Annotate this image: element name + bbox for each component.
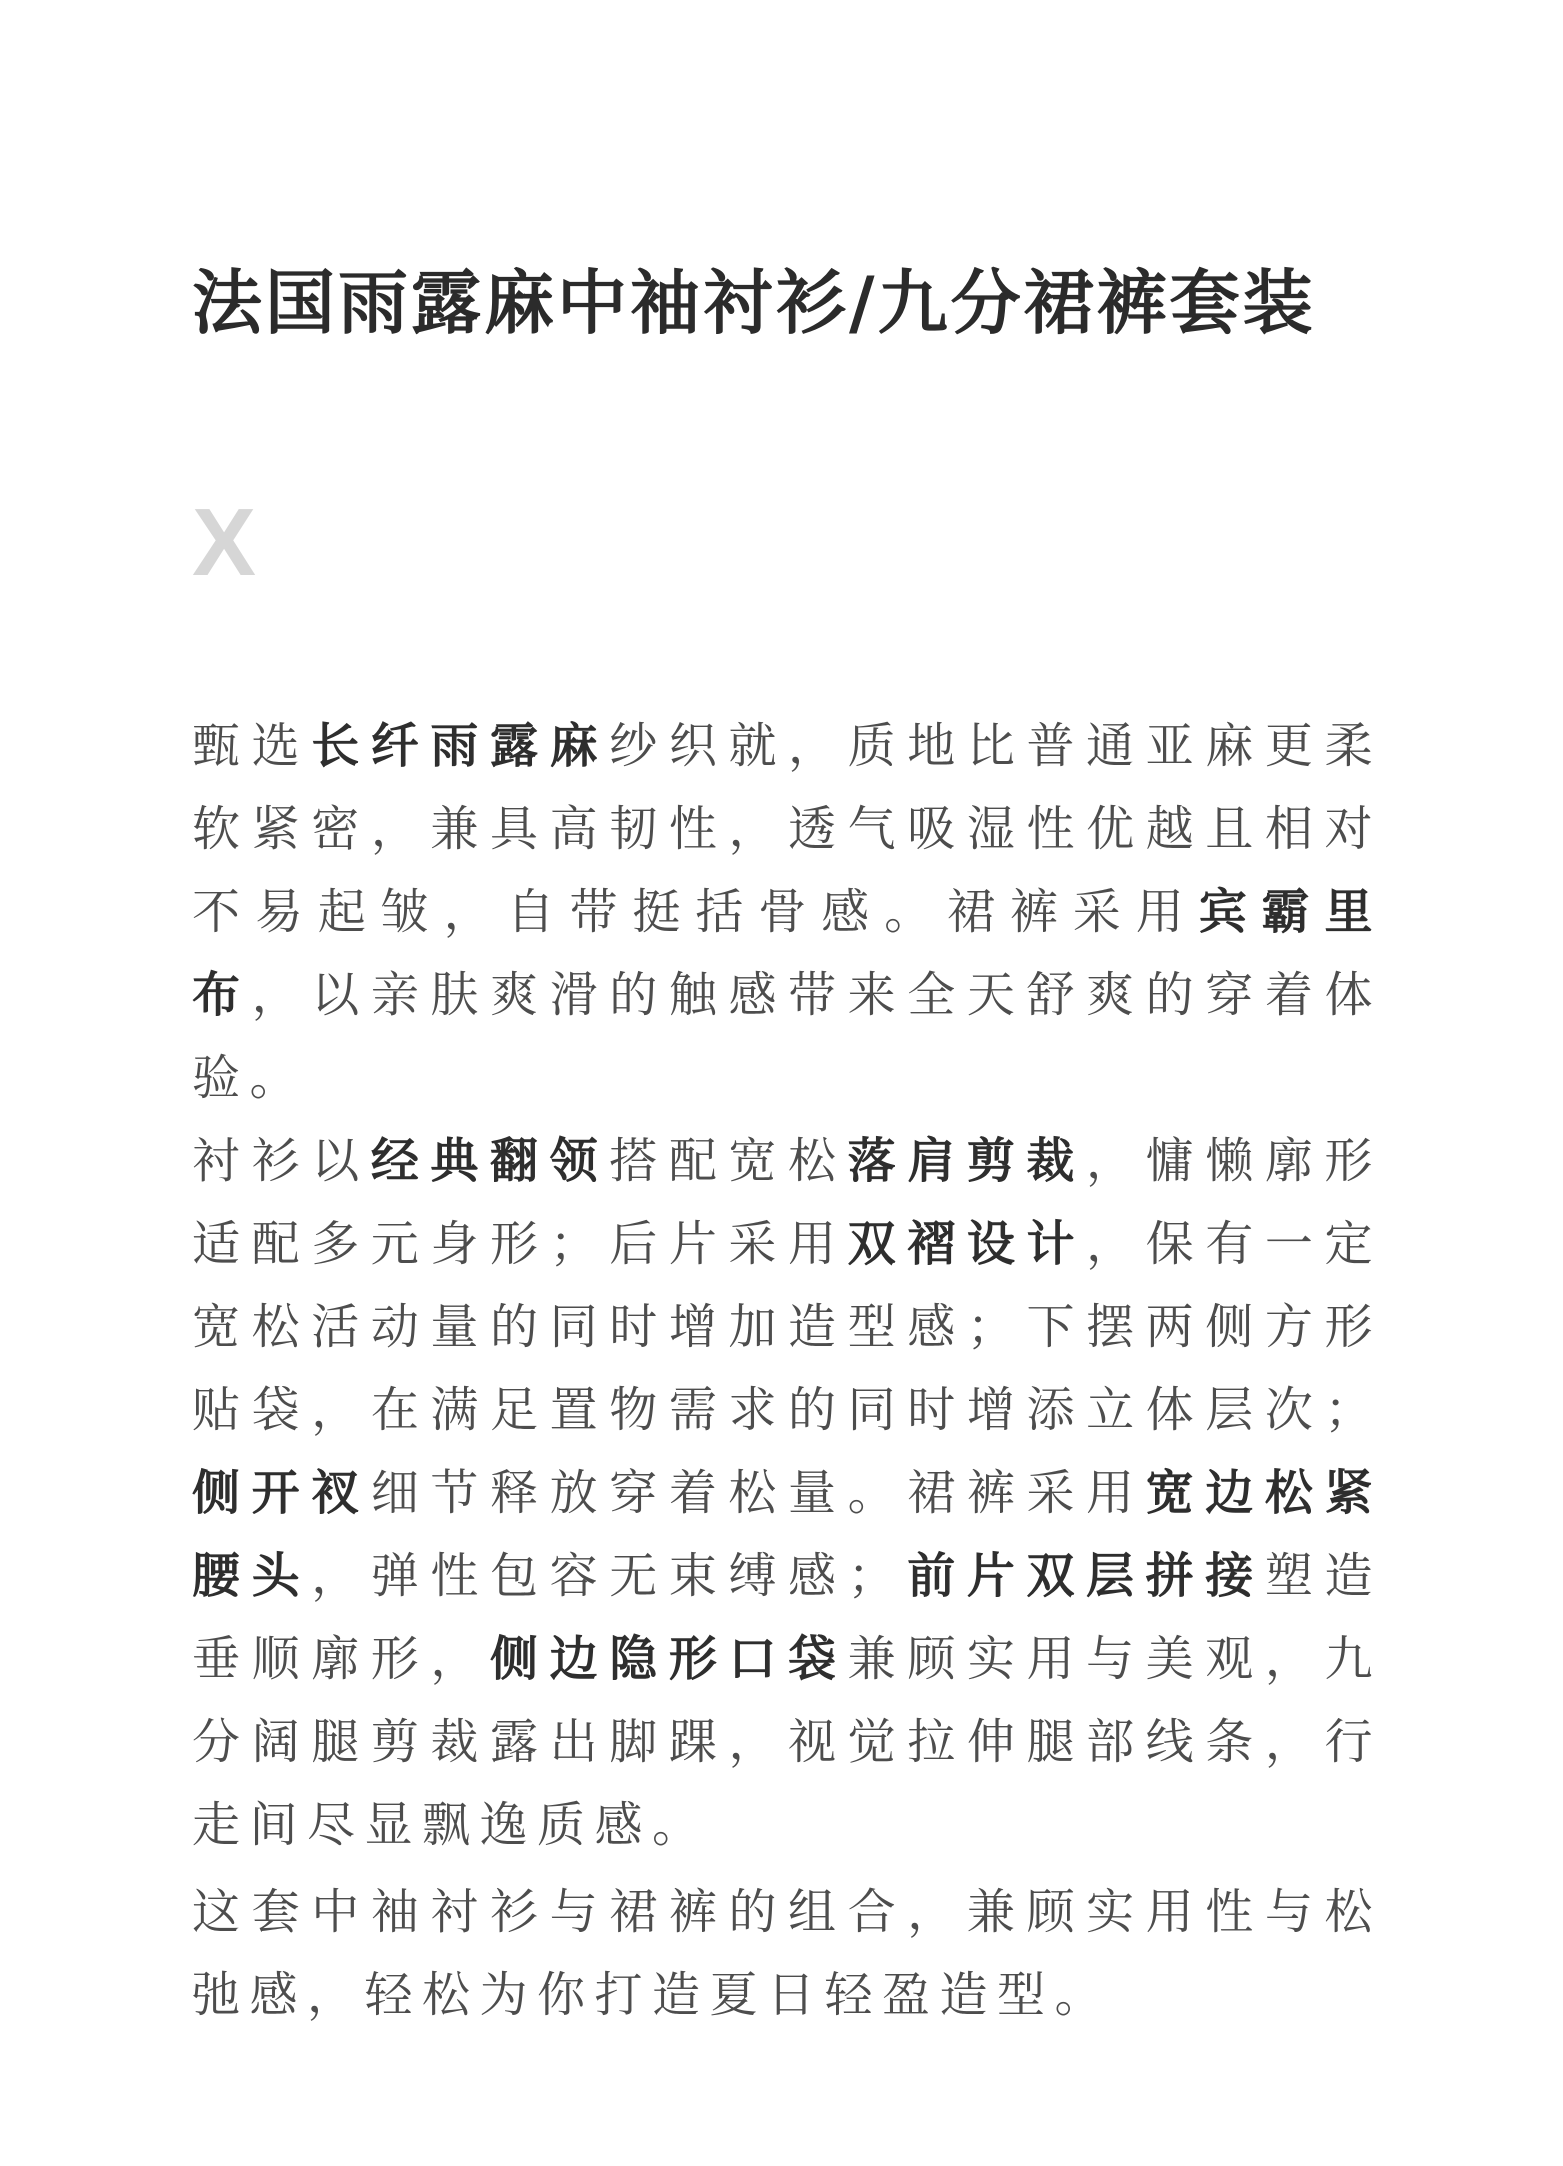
text-run: ，以亲肤爽滑的触感带来全天舒爽的穿着体验。 — [192, 967, 1382, 1106]
page-title: 法国雨露麻中袖衬衫/九分裙裤套装 — [192, 262, 1316, 344]
description-paragraph-summary — [192, 1871, 1382, 2037]
highlight-hidden-pocket: 侧边隐形口袋 — [490, 1631, 848, 1687]
text-run: ，保有一定宽松活动量的同时增加造型感；下摆两侧方形贴袋，在满足置物需求的同时增添立体层次； — [192, 1216, 1382, 1438]
highlight-collar: 经典翻领 — [370, 1133, 610, 1189]
highlight-lining-name: 宾霸里布 — [192, 884, 1382, 1023]
text-run: 细节释放穿着松量。裙裤采用 — [370, 1465, 1146, 1521]
text-run: ，慵懒廓形适配多元身形；后片采用 — [192, 1133, 1382, 1272]
text-run: 兼顾实用与美观，九分阔腿剪裁露出脚踝，视觉拉伸腿部线条，行走间尽显飘逸质感。 — [192, 1631, 1382, 1853]
text-run: 这套中袖衬衫与裙裤的组合，兼顾实用性与松弛感，轻松为你打造夏日轻盈造型。 — [192, 1884, 1382, 2023]
highlight-waistband: 宽边松紧腰头 — [192, 1465, 1382, 1604]
description-paragraph-fabric — [192, 705, 1382, 1120]
highlight-front-panel: 前片双层拼接 — [905, 1548, 1265, 1604]
highlight-pleat-design: 双褶设计 — [847, 1216, 1087, 1272]
text-run: 甄选 — [192, 718, 312, 774]
highlight-side-slit: 侧开衩 — [192, 1465, 371, 1521]
text-run: 纱织就，质地比普通亚麻更柔软紧密，兼具高韧性，透气吸湿性优越且相对不易起皱，自带挺括骨感。裙裤采用 — [192, 718, 1382, 940]
text-run: ，弹性包容无束缚感； — [311, 1548, 906, 1604]
text-run: 搭配宽松 — [609, 1133, 848, 1189]
description-paragraph-design — [192, 1120, 1382, 1867]
highlight-fabric-name: 长纤雨露麻 — [311, 718, 610, 774]
text-run: 塑造垂顺廓形， — [192, 1548, 1382, 1687]
text-run: 衬衫以 — [192, 1133, 371, 1189]
highlight-shoulder-cut: 落肩剪裁 — [847, 1133, 1087, 1189]
section-divider-mark: X — [192, 489, 257, 596]
